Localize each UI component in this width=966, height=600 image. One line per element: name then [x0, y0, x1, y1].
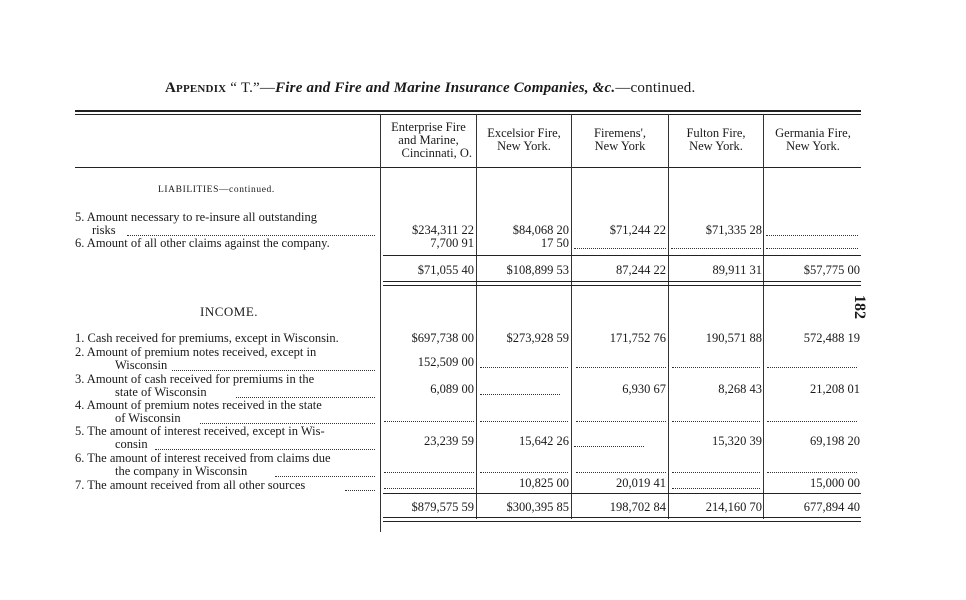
leader-dots: [574, 446, 644, 447]
cell-value: 190,571 88: [705, 331, 762, 345]
leader-dots: [480, 472, 568, 473]
leader-dots: [766, 248, 858, 249]
top-rule-thin: [75, 114, 861, 115]
column-divider: [476, 114, 477, 519]
leader-dots: [384, 472, 474, 473]
column-header-line: Fulton Fire,: [686, 126, 746, 140]
row-label: 6. Amount of all other claims against the company.: [75, 236, 330, 250]
row-label: 4. Amount of premium notes received in the state: [75, 398, 322, 412]
leader-dots: [672, 488, 760, 489]
leader-dots: [480, 394, 560, 395]
leader-dots: [766, 235, 858, 236]
cell-value: 21,208 01: [810, 382, 860, 396]
cell-value: 23,239 59: [424, 434, 474, 448]
leader-dots: [767, 367, 857, 368]
cell-value: $71,335 28: [705, 223, 762, 237]
leader-dots: [480, 367, 568, 368]
cell-value: $71,244 22: [609, 223, 666, 237]
total-value: 677,894 40: [803, 500, 860, 514]
column-header-line: New York.: [786, 139, 840, 153]
row-label: Wisconsin: [115, 358, 168, 372]
cell-value: $273,928 59: [506, 331, 569, 345]
leader-dots: [275, 476, 375, 477]
total-value: 89,911 31: [712, 263, 762, 277]
row-label: the company in Wisconsin: [115, 464, 248, 478]
cell-value: 171,752 76: [609, 331, 666, 345]
total-value: $71,055 40: [417, 263, 474, 277]
leader-dots: [576, 472, 666, 473]
row-label: 7. The amount received from all other sources: [75, 478, 306, 492]
column-header: [669, 127, 763, 153]
total-value: $879,575 59: [411, 500, 474, 514]
subtotal-rule: [383, 255, 861, 256]
leader-dots: [576, 367, 666, 368]
column-header-line: Firemens',: [594, 126, 646, 140]
leader-dots: [767, 421, 857, 422]
cell-value: 8,268 43: [718, 382, 762, 396]
section-heading-income: INCOME.: [200, 304, 259, 319]
cell-value: $234,311 22: [411, 223, 474, 237]
leader-dots: [576, 421, 666, 422]
total-value: $57,775 00: [803, 263, 860, 277]
cell-value: 15,000 00: [810, 476, 860, 490]
column-header-line: New York.: [689, 139, 743, 153]
page-title: [165, 80, 695, 97]
row-label: state of Wisconsin: [115, 385, 207, 399]
leader-dots: [574, 248, 666, 249]
cell-value: 17 50: [540, 236, 569, 250]
total-value: 214,160 70: [705, 500, 762, 514]
leader-dots: [480, 421, 568, 422]
page-number: 182: [851, 295, 868, 319]
cell-value: 15,642 26: [519, 434, 569, 448]
total-rule: [383, 517, 861, 518]
leader-dots: [172, 370, 375, 371]
total-value: $300,395 85: [506, 500, 569, 514]
column-header-line: Excelsior Fire,: [487, 126, 561, 140]
appendix-letter: “ T.”—: [230, 80, 276, 96]
row-label: 6. The amount of interest received from claims due: [75, 451, 331, 465]
cell-value: 6,930 67: [622, 382, 666, 396]
title-subject: Fire and Fire and Marine Insurance Companies, &c.: [275, 80, 616, 96]
leader-dots: [672, 421, 760, 422]
row-label: consin: [115, 437, 148, 451]
leader-dots: [672, 367, 760, 368]
subtotal-rule: [383, 493, 861, 494]
total-value: 198,702 84: [609, 500, 666, 514]
cell-value: 20,019 41: [616, 476, 666, 490]
header-bottom-rule: [75, 167, 861, 168]
leader-dots: [384, 421, 474, 422]
leader-dots: [345, 490, 375, 491]
leader-dots: [767, 472, 857, 473]
column-divider: [668, 114, 669, 519]
column-header: [572, 127, 668, 153]
column-header-line: Cincinnati, O.: [401, 146, 472, 160]
title-suffix: —continued.: [615, 80, 696, 96]
cell-value: 572,488 19: [803, 331, 860, 345]
leader-dots: [671, 248, 761, 249]
total-rule: [383, 285, 861, 286]
cell-value: $84,068 20: [512, 223, 569, 237]
cell-value: $697,738 00: [411, 331, 474, 345]
column-header-line: New York.: [497, 139, 551, 153]
column-header-line: New York: [594, 139, 646, 153]
row-label: 5. The amount of interest received, except in Wis-: [75, 424, 325, 438]
cell-value: 10,825 00: [519, 476, 569, 490]
cell-value: 6,089 00: [430, 382, 474, 396]
column-header: [764, 127, 862, 153]
leader-dots: [155, 449, 375, 450]
appendix-label: Appendix: [165, 80, 227, 96]
row-label: of Wisconsin: [115, 411, 181, 425]
row-label: 3. Amount of cash received for premiums in the: [75, 372, 315, 386]
column-header-line: and Marine,: [398, 133, 459, 147]
section-heading-liabilities: LIABILITIES—continued.: [158, 185, 275, 195]
row-label: 2. Amount of premium notes received, except in: [75, 345, 317, 359]
column-divider: [380, 114, 381, 532]
column-divider: [571, 114, 572, 519]
leader-dots: [672, 472, 760, 473]
column-header-line: Germania Fire,: [775, 126, 851, 140]
column-divider: [763, 114, 764, 519]
total-value: $108,899 53: [506, 263, 569, 277]
row-label: 5. Amount necessary to re-insure all outstanding: [75, 210, 317, 224]
total-value: 87,244 22: [616, 263, 666, 277]
row-label: 1. Cash received for premiums, except in Wisconsin.: [75, 331, 339, 345]
cell-value: 7,700 91: [430, 236, 474, 250]
row-label: risks: [92, 223, 116, 237]
column-header: [381, 121, 476, 160]
total-rule: [383, 281, 861, 282]
top-rule-thick: [75, 110, 861, 112]
column-header-line: Enterprise Fire: [391, 120, 466, 134]
cell-value: 15,320 39: [712, 434, 762, 448]
total-rule: [383, 521, 861, 522]
cell-value: 152,509 00: [417, 355, 474, 369]
leader-dots: [384, 488, 474, 489]
cell-value: 69,198 20: [810, 434, 860, 448]
column-header: [477, 127, 571, 153]
